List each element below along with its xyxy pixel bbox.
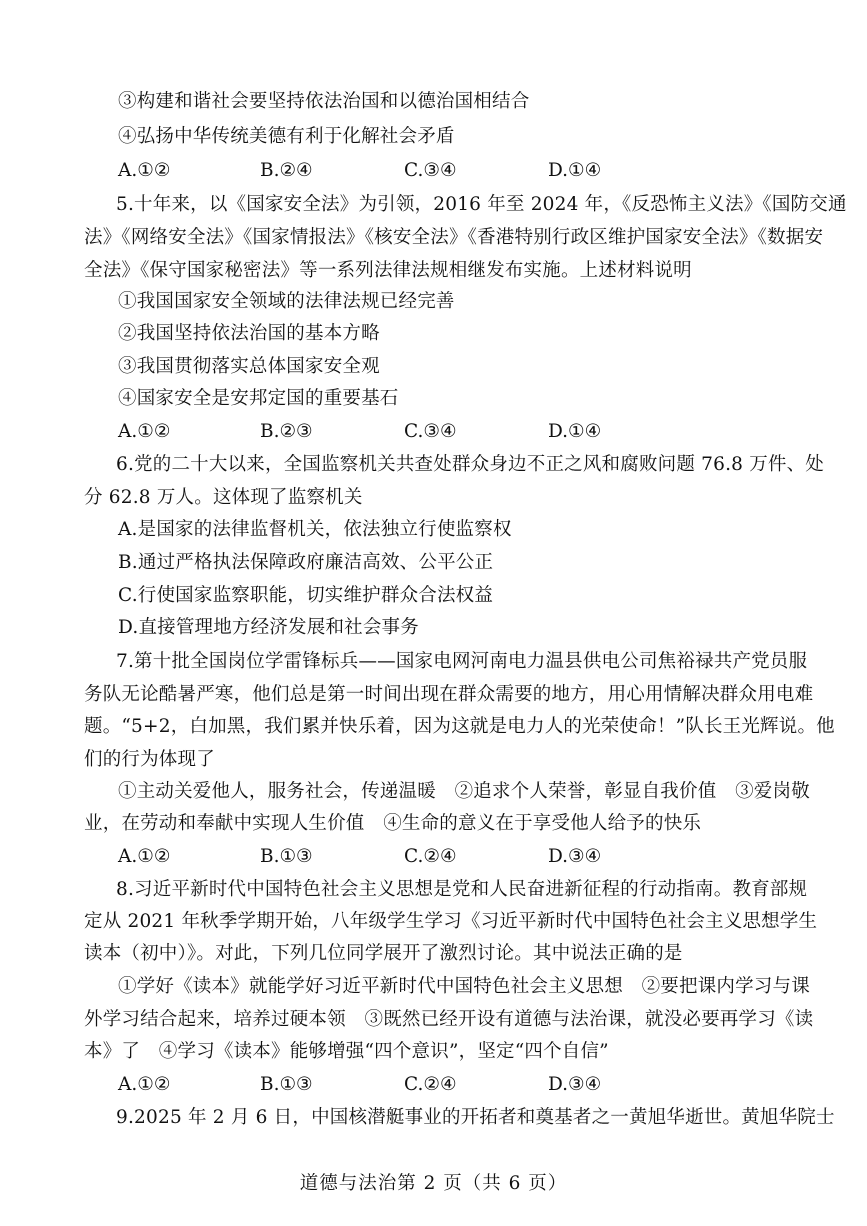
- q8-items-line-3: 本》了 ④学习《读本》能够增强“四个意识”，坚定“四个自信”: [84, 1041, 609, 1062]
- q5-item-4: ④国家安全是安邦定国的重要基石: [118, 388, 399, 409]
- q4-option-c: C.③④: [404, 160, 457, 181]
- q5-option-c: C.③④: [404, 421, 457, 442]
- q6-choice-d: D.直接管理地方经济发展和社会事务: [118, 617, 419, 638]
- q9-stem-line-1: 9.2025 年 2 月 6 日，中国核潜艇事业的开拓者和奠基者之一黄旭华逝世。黄旭华院士: [116, 1107, 835, 1128]
- q6-choice-b: B.通过严格执法保障政府廉洁高效、公平公正: [118, 552, 494, 573]
- q7-items-line-1: ①主动关爱他人，服务社会，传递温暖 ②追求个人荣誉，彰显自我价值 ③爱岗敬: [118, 781, 810, 802]
- q7-stem-line-3: 题。“5+2，白加黑，我们累并快乐着，因为这就是电力人的光荣使命！”队长王光辉说。他: [84, 716, 835, 737]
- q4-item-4: ④弘扬中华传统美德有利于化解社会矛盾: [118, 126, 455, 147]
- q5-stem-line-3: 全法》《保守国家秘密法》等一系列法律法规相继发布实施。上述材料说明: [84, 260, 692, 281]
- q5-item-1: ①我国国家安全领域的法律法规已经完善: [118, 291, 455, 312]
- q4-option-a: A.①②: [118, 160, 171, 181]
- q8-items-line-2: 外学习结合起来，培养过硬本领 ③既然已经开设有道德与法治课，就没必要再学习《读: [84, 1009, 814, 1030]
- q7-stem-line-1: 7.第十批全国岗位学雷锋标兵——国家电网河南电力温县供电公司焦裕禄共产党员服: [116, 651, 808, 672]
- q8-option-b: B.①③: [260, 1074, 313, 1095]
- q5-option-a: A.①②: [118, 421, 171, 442]
- q8-stem-line-2: 定从 2021 年秋季学期开始，八年级学生学习《习近平新时代中国特色社会主义思想学生: [84, 911, 818, 932]
- q5-item-2: ②我国坚持依法治国的基本方略: [118, 323, 380, 344]
- q5-stem-line-1: 5.十年来，以《国家安全法》为引领，2016 年至 2024 年，《反恐怖主义法》《国防交通: [116, 194, 847, 215]
- q7-option-a: A.①②: [118, 846, 171, 867]
- q7-option-b: B.①③: [260, 846, 313, 867]
- q6-stem-line-2: 分 62.8 万人。这体现了监察机关: [84, 487, 363, 508]
- q6-choice-a: A.是国家的法律监督机关，依法独立行使监察权: [118, 519, 512, 540]
- q7-options: [118, 845, 678, 869]
- q5-item-3: ③我国贯彻落实总体国家安全观: [118, 356, 380, 377]
- q7-stem-line-4: 们的行为体现了: [84, 749, 215, 770]
- q7-option-c: C.②④: [404, 846, 457, 867]
- q5-option-b: B.②③: [260, 421, 313, 442]
- page-footer: 道德与法治第 2 页（共 6 页）: [299, 1173, 568, 1194]
- q4-item-3: ③构建和谐社会要坚持依法治国和以德治国相结合: [118, 91, 530, 112]
- q5-stem-line-2: 法》《网络安全法》《国家情报法》《核安全法》《香港特别行政区维护国家安全法》《数据安: [84, 227, 824, 248]
- q4-options: [118, 159, 678, 183]
- q8-options: [118, 1073, 678, 1097]
- q8-items-line-1: ①学好《读本》就能学好习近平新时代中国特色社会主义思想 ②要把课内学习与课: [118, 976, 810, 997]
- q4-option-d: D.①④: [548, 160, 602, 181]
- q8-stem-line-1: 8.习近平新时代中国特色社会主义思想是党和人民奋进新征程的行动指南。教育部规: [116, 879, 808, 900]
- q4-option-b: B.②④: [260, 160, 313, 181]
- q6-choice-c: C.行使国家监察职能，切实维护群众合法权益: [118, 585, 494, 606]
- q8-option-d: D.③④: [548, 1074, 602, 1095]
- q5-options: [118, 420, 678, 444]
- q7-option-d: D.③④: [548, 846, 602, 867]
- q7-stem-line-2: 务队无论酷暑严寒，他们总是第一时间出现在群众需要的地方，用心用情解决群众用电难: [84, 684, 814, 705]
- q8-option-a: A.①②: [118, 1074, 171, 1095]
- q5-option-d: D.①④: [548, 421, 602, 442]
- q8-stem-line-3: 读本（初中）》。对此，下列几位同学展开了激烈讨论。其中说法正确的是: [84, 943, 683, 964]
- q7-items-line-2: 业，在劳动和奉献中实现人生价值 ④生命的意义在于享受他人给予的快乐: [84, 813, 702, 834]
- q8-option-c: C.②④: [404, 1074, 457, 1095]
- q6-stem-line-1: 6.党的二十大以来，全国监察机关共查处群众身边不正之风和腐败问题 76.8 万件、处: [116, 454, 825, 475]
